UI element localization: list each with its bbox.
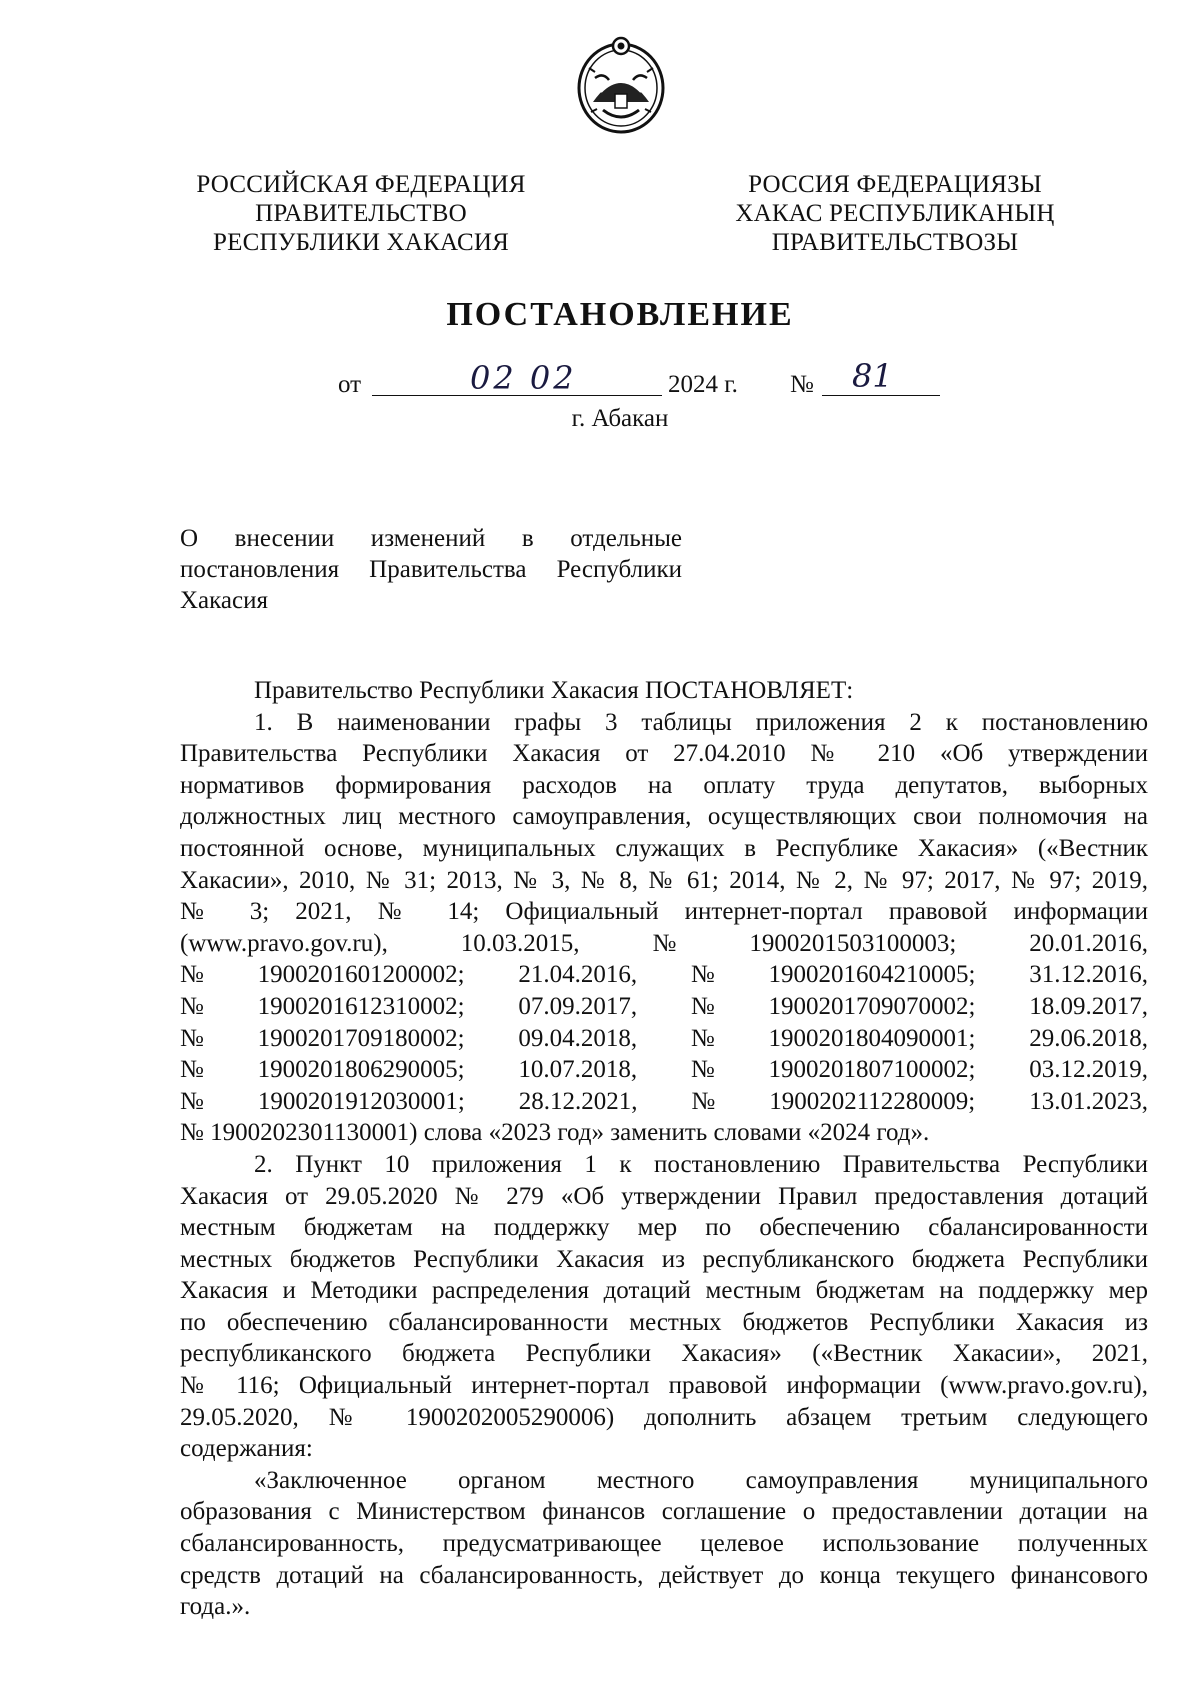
quote-line: образования с Министерством финансов соглашение о предоставлении дотации на xyxy=(180,1498,1148,1526)
header-left-block xyxy=(180,170,542,257)
registry-cell: 1900202112280009; xyxy=(769,1087,976,1115)
header-left-line: РЕСПУБЛИКИ ХАКАСИЯ xyxy=(213,229,509,256)
registry-cell: № xyxy=(652,929,677,957)
p2-line: местных бюджетов Республики Хакасия из республиканского бюджета Республики xyxy=(180,1245,1148,1273)
p1-last-line: № 1900202301130001) слова «2023 год» заменить словами «2024 год». xyxy=(180,1119,930,1147)
registry-cell: 10.07.2018, xyxy=(518,1056,638,1084)
date-year: 2024 г. xyxy=(668,371,738,398)
registry-row xyxy=(180,928,1148,960)
registry-row xyxy=(180,1054,1148,1086)
registry-cell: 18.09.2017, xyxy=(1029,992,1148,1020)
p1-line: нормативов формирования расходов на оплату труда депутатов, выборных xyxy=(180,771,1148,799)
handwritten-date: 02 02 xyxy=(470,359,577,397)
city-name: г. Абакан xyxy=(571,405,669,432)
registry-cell: 1900201807100002; xyxy=(768,1056,976,1084)
p2-line: 29.05.2020, № 1900202005290006) дополнить абзацем третьим следующего xyxy=(180,1403,1148,1431)
registry-cell: 10.03.2015, xyxy=(460,929,580,957)
header-left-line: ПРАВИТЕЛЬСТВО xyxy=(255,200,467,227)
p2-line: республиканского бюджета Республики Хакасия» («Вестник Хакасии», 2021, xyxy=(180,1340,1148,1368)
header-right-line: ХАКАС РЕСПУБЛИКАНЫҢ xyxy=(735,200,1055,227)
registry-cell: № xyxy=(690,1024,715,1052)
subject-line: О внесении изменений в отдельные xyxy=(180,525,682,552)
registry-row xyxy=(180,959,1148,991)
p2-line: местным бюджетам на поддержку мер по обеспечению сбалансированности xyxy=(180,1214,1148,1242)
p1-line: № 3; 2021, № 14; Официальный интернет-портал правовой информации xyxy=(180,898,1148,926)
p2-line: Хакасия и Методики распределения дотаций местным бюджетам на поддержку мер xyxy=(180,1277,1148,1305)
number-underline xyxy=(822,395,940,396)
registry-cell: 1900201612310002; xyxy=(257,992,465,1020)
registry-cell: 13.01.2023, xyxy=(1029,1087,1148,1115)
registry-row xyxy=(180,1023,1148,1055)
subject-block xyxy=(180,523,682,616)
coat-of-arms-emblem xyxy=(573,32,669,140)
registry-cell: 28.12.2021, xyxy=(518,1087,638,1115)
registry-row xyxy=(180,1086,1148,1118)
p1-line: должностных лиц местного самоуправления, осуществляющих свои полномочия на xyxy=(180,803,1148,831)
registry-cell: № xyxy=(180,1087,204,1115)
handwritten-number: 81 xyxy=(852,357,893,395)
registry-cell: 1900201601200002; xyxy=(257,961,465,989)
quote-line: «Заключенное органом местного самоуправления муниципального xyxy=(254,1466,1148,1494)
p1-line: постоянной основе, муниципальных служащих в Республике Хакасия» («Вестник xyxy=(180,834,1148,862)
subject-line: постановления Правительства Республики xyxy=(180,556,682,583)
registry-cell: (www.pravo.gov.ru), xyxy=(180,929,388,957)
registry-cell: 31.12.2016, xyxy=(1029,961,1148,989)
p2-line: Хакасия от 29.05.2020 № 279 «Об утверждении Правил предоставления дотаций xyxy=(180,1182,1148,1210)
registry-cell: 1900201709180002; xyxy=(257,1024,465,1052)
registry-cell: № xyxy=(180,1056,204,1084)
registry-cell: 07.09.2017, xyxy=(518,992,638,1020)
registry-cell: 1900201604210005; xyxy=(768,961,976,989)
header-right-block xyxy=(725,170,1065,257)
quote-line: средств дотаций на сбалансированность, действует до конца текущего финансового xyxy=(180,1561,1148,1589)
registry-cell: 20.01.2016, xyxy=(1029,929,1148,957)
registry-cell: 1900201806290005; xyxy=(257,1056,465,1084)
header-right-line: РОССИЯ ФЕДЕРАЦИЯЗЫ xyxy=(748,171,1042,198)
registry-cell: № xyxy=(690,992,715,1020)
p1-line: Хакасии», 2010, № 31; 2013, № 3, № 8, № 61; 2014, № 2, № 97; 2017, № 97; 2019, xyxy=(180,866,1148,894)
registry-cell: 09.04.2018, xyxy=(518,1024,638,1052)
registry-cell: 1900201503100003; xyxy=(749,929,957,957)
p2-line: по обеспечению сбалансированности местных бюджетов Республики Хакасия из xyxy=(180,1308,1148,1336)
header-left-line: РОССИЙСКАЯ ФЕДЕРАЦИЯ xyxy=(196,171,526,198)
header-right-line: ПРАВИТЕЛЬСТВОЗЫ xyxy=(771,229,1019,256)
registry-cell: № xyxy=(691,1087,716,1115)
document-body xyxy=(180,675,1148,1623)
registry-cell: № xyxy=(690,961,715,989)
registry-cell: 1900201912030001; xyxy=(257,1087,465,1115)
registry-row xyxy=(180,991,1148,1023)
subject-line: Хакасия xyxy=(180,587,268,614)
p2-last-line: содержания: xyxy=(180,1435,313,1463)
p2-line: 2. Пункт 10 приложения 1 к постановлению Правительства Республики xyxy=(254,1150,1148,1178)
registry-cell: № xyxy=(180,992,204,1020)
p1-line: 1. В наименовании графы 3 таблицы приложения 2 к постановлению xyxy=(254,708,1148,736)
document-title: ПОСТАНОВЛЕНИЕ xyxy=(446,296,794,333)
p1-line: Правительства Республики Хакасия от 27.04.2010 № 210 «Об утверждении xyxy=(180,740,1148,768)
date-from-label: от xyxy=(338,371,362,398)
quote-last-line: года.». xyxy=(180,1593,251,1621)
registry-cell: № xyxy=(180,961,204,989)
registry-cell: № xyxy=(690,1056,715,1084)
date-line xyxy=(0,357,1200,405)
registry-cell: 1900201709070002; xyxy=(768,992,976,1020)
registry-cell: 29.06.2018, xyxy=(1029,1024,1148,1052)
registry-cell: 03.12.2019, xyxy=(1029,1056,1148,1084)
registry-cell: № xyxy=(180,1024,204,1052)
intro-line: Правительство Республики Хакасия ПОСТАНОВЛЯЕТ: xyxy=(254,677,854,704)
number-label: № xyxy=(790,371,814,398)
registry-cell: 1900201804090001; xyxy=(768,1024,976,1052)
p2-line: № 116; Официальный интернет-портал правовой информации (www.pravo.gov.ru), xyxy=(180,1372,1148,1400)
registry-cell: 21.04.2016, xyxy=(518,961,638,989)
quote-line: сбалансированность, предусматривающее целевое использование полученных xyxy=(180,1530,1148,1558)
